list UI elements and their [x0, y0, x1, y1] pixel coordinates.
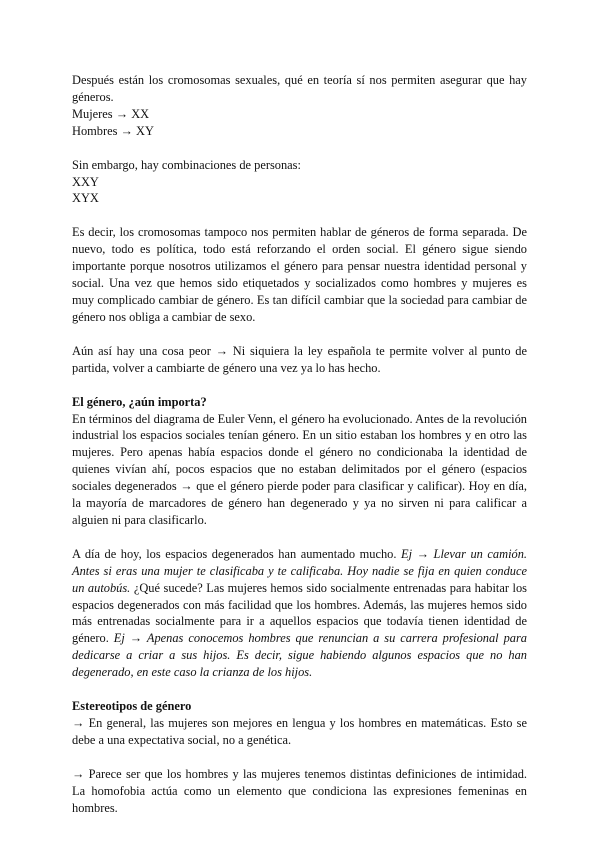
- paragraph-euler-venn: En términos del diagrama de Euler Venn, el género ha evolucionado. Antes de la revolución industrial los espacios sociales tenían género. En un sitio estaban los hombres y en otro las mujeres. Pero apenas había espacios donde el género no condicionaba la identidad de quienes vivían ahí, pocos espacios que no estaban delimitados por el género (espacios sociales degenerados → que el género pierde poder para clasificar y calificar). Hoy en día, la mayoría de marcadores de género han degenerado y ya no sirven ni para calificar a alguien ni para clasificarlo.: [72, 411, 527, 527]
- line-men-xy: Hombres → XY: [72, 123, 154, 138]
- section-heading-gender-matters: El género, ¿aún importa?: [72, 394, 207, 409]
- line-xxy: XXY: [72, 174, 99, 189]
- paragraph-combinations: Sin embargo, hay combinaciones de personas:: [72, 157, 301, 172]
- spacer: [72, 377, 527, 394]
- paragraph-spanish-law: Aún así hay una cosa peor → Ni siquiera la ley española te permite volver al punto de partida, volver a cambiarte de género una vez ya lo has hecho.: [72, 343, 527, 375]
- spacer: [72, 207, 527, 224]
- example-childcare: Ej → Apenas conocemos hombres que renuncian a su carrera profesional para dedicarse a criar a sus hijos. Es decir, sigue habiendo algunos espacios que no han degenerado, en este caso la crianza de los hijos.: [72, 631, 527, 680]
- paragraph-language-math: → En general, las mujeres son mejores en lengua y los hombres en matemáticas. Esto se debe a una expectativa social, no a genética.: [72, 716, 527, 747]
- document-body: [72, 72, 527, 817]
- text-run: A día de hoy, los espacios degenerados han aumentado mucho.: [72, 546, 402, 561]
- spacer: [72, 681, 527, 698]
- paragraph-intimacy: → Parece ser que los hombres y las mujeres tenemos distintas definiciones de intimidad. La homofobia actúa como un elemento que condiciona las expresiones femeninas en hombres.: [72, 766, 527, 815]
- text-run: ¿Qué sucede? Las mujeres hemos sido socialmente entrenadas para habitar los espacios degenerados con más facilidad que los hombres. Además, las mujeres hemos sido más entrenadas socialmente para ir a aquellos espacios que todavía tienen identidad de género.: [72, 580, 528, 646]
- section-heading-stereotypes: Estereotipos de género: [72, 699, 192, 714]
- paragraph-degenerate-spaces: [72, 546, 527, 681]
- example-truck: Ej → Llevar un camión. Antes si eras una mujer te clasificaba y te calificaba. Hoy nadie se fija en quien conduce un autobús.: [72, 546, 527, 595]
- line-xyx: XYX: [72, 191, 99, 206]
- paragraph-chromosomes-politics: Es decir, los cromosomas tampoco nos permiten hablar de géneros de forma separada. De nuevo, todo es política, todo está reforzando el orden social. El género sigue siendo importante porque nosotros utilizamos el género para pensar nuestra identidad personal y social. Una vez que hemos sido etiquetados y socializados como hombres y mujeres es muy complicado cambiar de género. Es tan difícil cambiar que la sociedad para cambiar de género nos obliga a cambiar de sexo.: [72, 225, 527, 324]
- spacer: [72, 140, 527, 157]
- spacer: [72, 326, 527, 343]
- spacer: [72, 749, 527, 766]
- spacer: [72, 529, 527, 546]
- paragraph-sex-chromosomes: Después están los cromosomas sexuales, qué en teoría sí nos permiten asegurar que hay géneros.: [72, 73, 527, 104]
- line-women-xx: Mujeres → XX: [72, 106, 150, 121]
